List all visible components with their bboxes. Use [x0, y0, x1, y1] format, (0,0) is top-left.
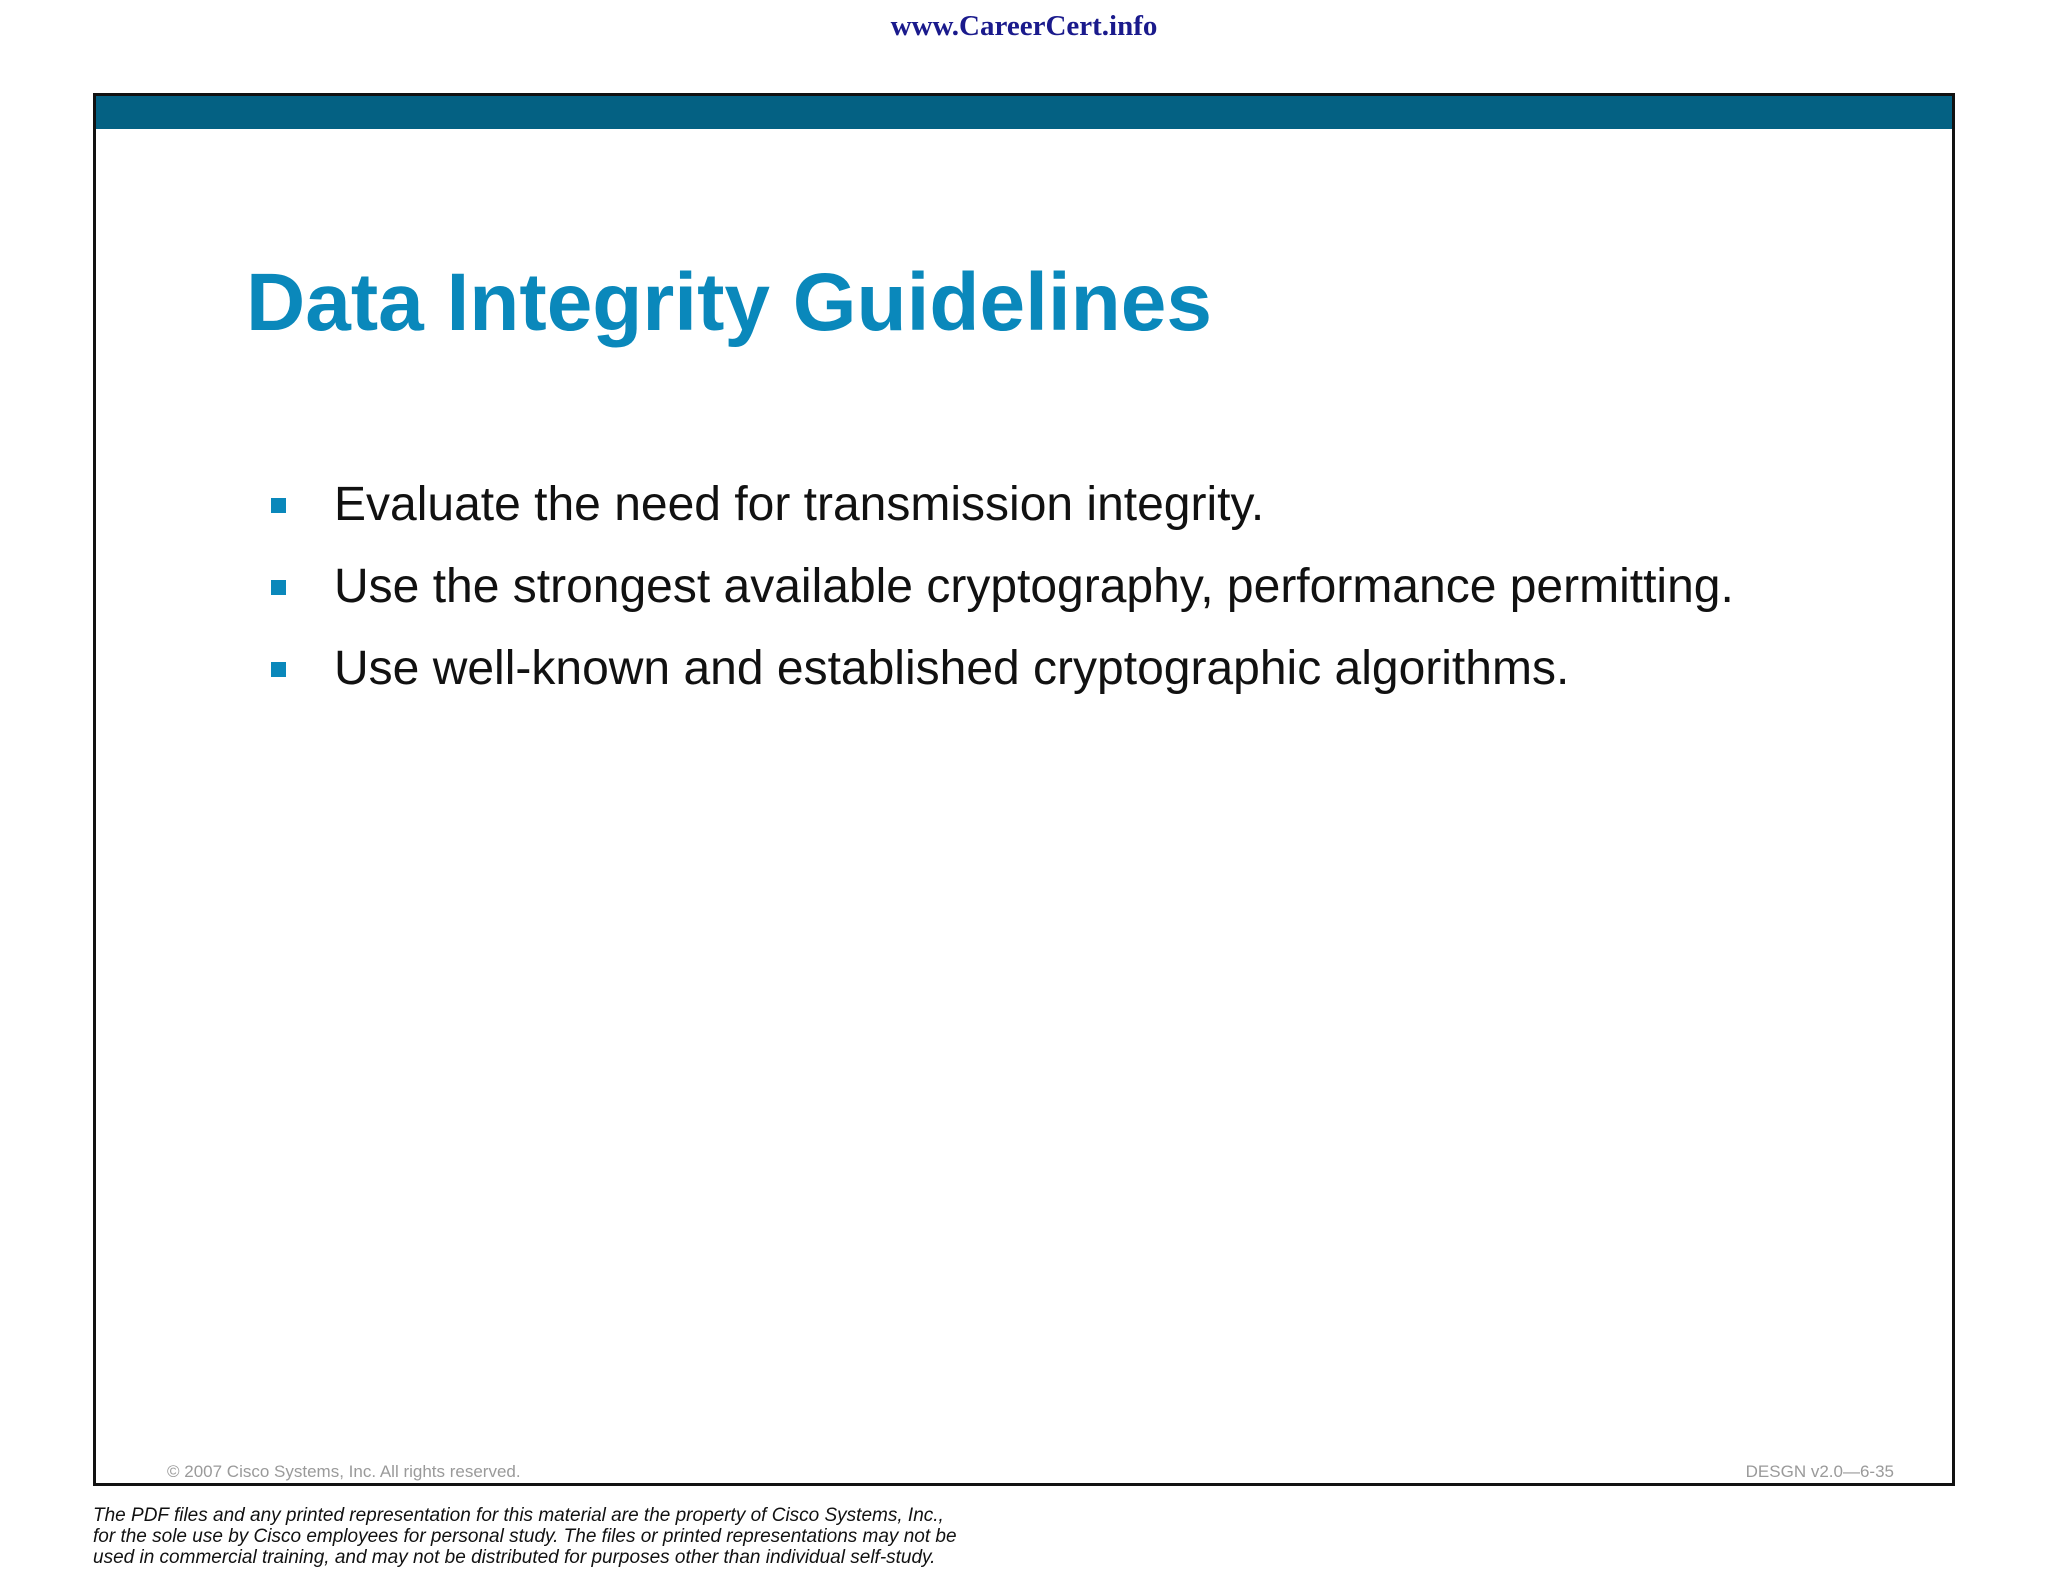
slide-top-bar: [96, 96, 1952, 129]
bullet-item: [271, 628, 1734, 710]
square-bullet-icon: [271, 580, 286, 595]
bullet-text: Use well-known and established cryptographic algorithms.: [334, 642, 1570, 695]
square-bullet-icon: [271, 498, 286, 513]
bullet-list: [271, 464, 1734, 710]
disclaimer: [93, 1505, 1193, 1568]
square-bullet-icon: [271, 662, 286, 677]
bullet-text: Evaluate the need for transmission integrity.: [334, 478, 1265, 531]
slide-title: Data Integrity Guidelines: [246, 257, 1212, 348]
bullet-item: [271, 546, 1734, 628]
disclaimer-line: used in commercial training, and may not be distributed for purposes other than individual self-study.: [93, 1547, 936, 1568]
slide: [93, 93, 1955, 1486]
slide-code: DESGN v2.0—6-35: [1745, 1462, 1894, 1481]
site-header: www.CareerCert.info: [890, 10, 1158, 42]
copyright-notice: © 2007 Cisco Systems, Inc. All rights reserved.: [167, 1462, 521, 1481]
disclaimer-line: The PDF files and any printed representation for this material are the property of Cisco Systems, Inc.,: [93, 1505, 944, 1526]
disclaimer-line: for the sole use by Cisco employees for personal study. The files or printed representations may not be: [93, 1526, 957, 1547]
bullet-text: Use the strongest available cryptography, performance permitting.: [334, 560, 1734, 613]
bullet-item: [271, 464, 1734, 546]
